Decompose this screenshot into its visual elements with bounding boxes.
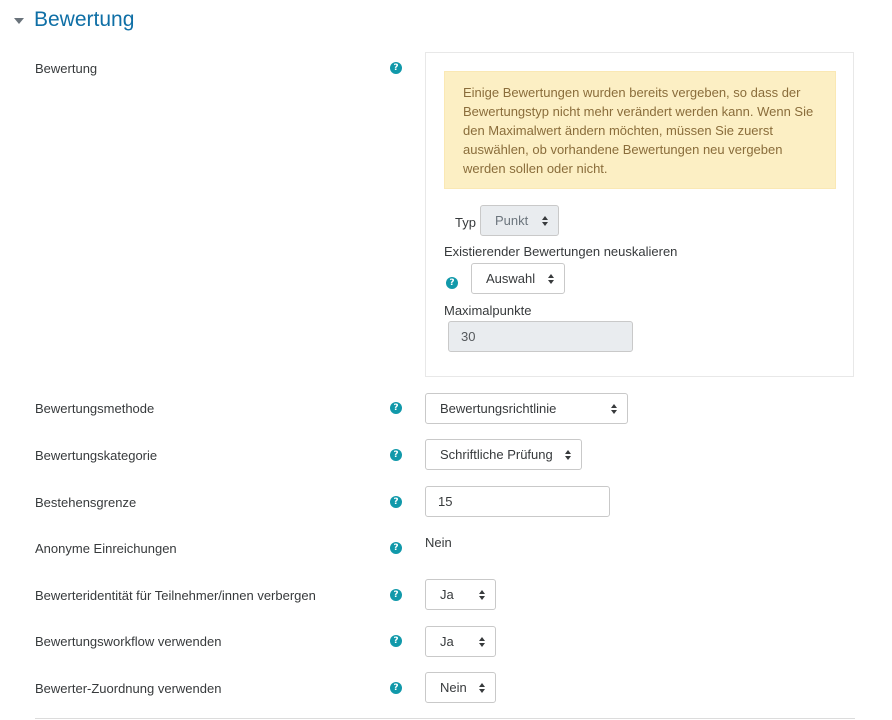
help-icon[interactable]: ? — [390, 635, 402, 647]
grade-label: Bewertung — [35, 61, 98, 76]
select-arrows-icon — [542, 216, 549, 226]
help-icon[interactable]: ? — [390, 62, 402, 74]
hidegrader-label: Bewerteridentität für Teilnehmer/innen verbergen — [35, 588, 316, 603]
help-icon[interactable]: ? — [390, 402, 402, 414]
section-toggle[interactable] — [14, 8, 134, 32]
category-select[interactable] — [425, 439, 582, 470]
warning-alert: Einige Bewertungen wurden bereits vergeben, so dass der Bewertungstyp nicht mehr verändert werden kann. Wenn Sie den Maximalwert ändern möchten, müssen Sie zuerst auswählen, ob vorhandene Bewertungen neu vergeben werden sollen oder nicht. — [444, 71, 836, 189]
help-icon[interactable]: ? — [390, 682, 402, 694]
workflow-select-value: Ja — [440, 634, 454, 649]
type-label: Typ — [455, 215, 476, 230]
allocation-select[interactable] — [425, 672, 496, 703]
passgrade-label: Bestehensgrenze — [35, 495, 137, 510]
method-select[interactable] — [425, 393, 628, 424]
help-icon[interactable]: ? — [390, 542, 402, 554]
allocation-select-value: Nein — [440, 680, 467, 695]
select-arrows-icon — [548, 274, 555, 284]
rescale-label: Existierender Bewertungen neuskalieren — [444, 244, 678, 259]
type-select — [480, 205, 559, 236]
anonymous-label: Anonyme Einreichungen — [35, 541, 177, 556]
help-icon[interactable]: ? — [446, 277, 458, 289]
category-select-value: Schriftliche Prüfung — [440, 447, 553, 462]
method-label: Bewertungsmethode — [35, 401, 155, 416]
type-select-value: Punkt — [495, 213, 529, 228]
collapse-caret-icon[interactable] — [14, 18, 24, 24]
maxpoints-label: Maximalpunkte — [444, 303, 532, 318]
select-arrows-icon — [479, 683, 486, 693]
hidegrader-select-value: Ja — [440, 587, 454, 602]
select-arrows-icon — [565, 450, 572, 460]
allocation-label: Bewerter-Zuordnung verwenden — [35, 681, 222, 696]
workflow-select[interactable] — [425, 626, 496, 657]
anonymous-value: Nein — [425, 535, 452, 550]
rescale-select[interactable] — [471, 263, 565, 294]
category-label: Bewertungskategorie — [35, 448, 158, 463]
help-icon[interactable]: ? — [390, 589, 402, 601]
rescale-select-value: Auswahl — [486, 271, 536, 286]
maxpoints-input: 30 — [448, 321, 633, 352]
section-divider — [35, 718, 855, 719]
section-title: Bewertung — [34, 8, 135, 31]
hidegrader-select[interactable] — [425, 579, 496, 610]
help-icon[interactable]: ? — [390, 449, 402, 461]
select-arrows-icon — [611, 404, 618, 414]
select-arrows-icon — [479, 590, 486, 600]
workflow-label: Bewertungsworkflow verwenden — [35, 634, 222, 649]
select-arrows-icon — [479, 637, 486, 647]
help-icon[interactable]: ? — [390, 496, 402, 508]
passgrade-input[interactable]: 15 — [425, 486, 610, 517]
method-select-value: Bewertungsrichtlinie — [440, 401, 557, 416]
